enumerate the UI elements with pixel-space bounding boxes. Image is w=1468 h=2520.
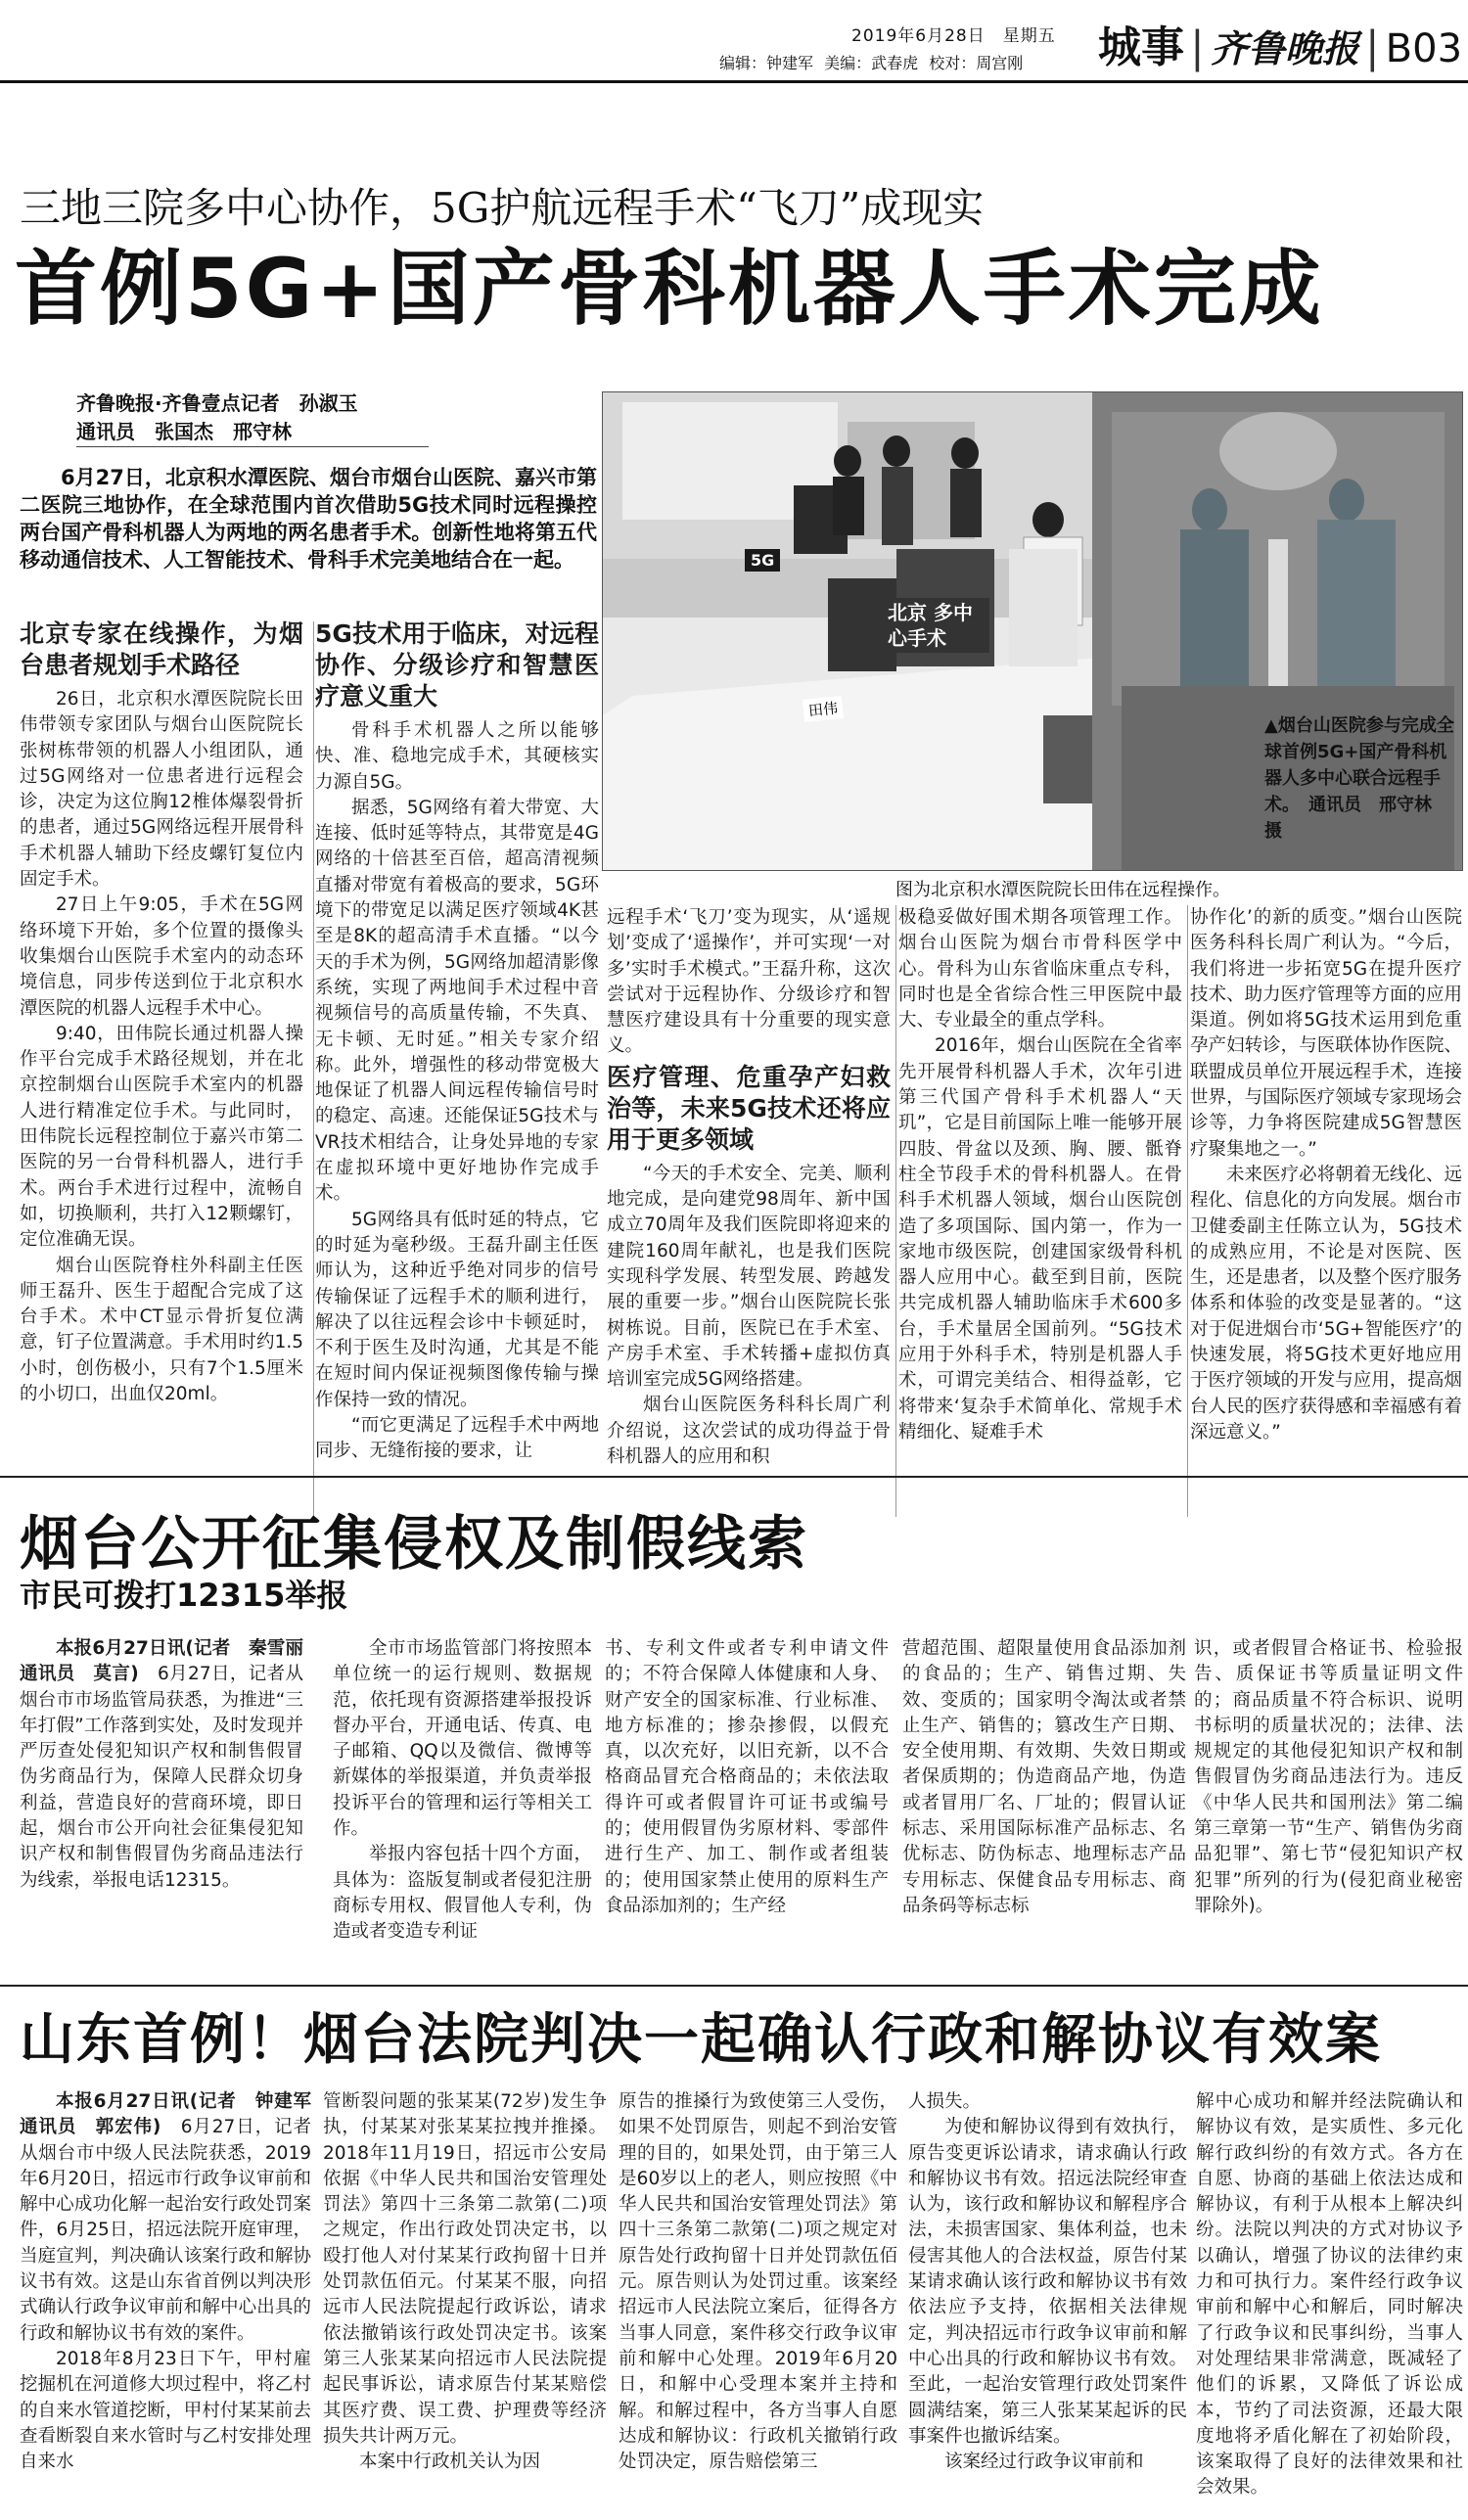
photo-desk-nameplate: 田伟 [803, 696, 844, 722]
body-paragraph: 本案中行政机关认为因 [359, 2451, 541, 2473]
story2-dateline: 本报6月27日讯(记者 秦雪丽 通讯员 莫言) [20, 1638, 303, 1685]
weekday-text: 星期五 [1002, 26, 1056, 46]
body-paragraph: 人损失。 [908, 2091, 982, 2112]
story1-column-2 [315, 617, 599, 1522]
body-paragraph: 远程手术‘飞刀’变为现实，从‘遥规划’变成了‘遥操作’，并可实现‘一对多’实时手术模式。”王磊升称，这次尝试对于远程协作、分级诊疗和智慧医疗建设具有十分重要的现实意义。 [607, 907, 891, 1057]
photo-badge-text: 5G [745, 549, 780, 572]
body-paragraph: 据悉，5G网络有着大带宽、大连接、低时延等特点，其带宽是4G网络的十倍甚至百倍，超高清视频直播对带宽有着极高的要求，5G环境下的带宽足以满足医疗领域4K甚至是8K的超高清手术直播。“以今天的手术为例，5G网络加超清影像系统，实现了两地间手术过程中音视频信号的高质量传输，不失真、无卡顿、无时延。”相关专家介绍称。此外，增强性的移动带宽极大地保证了机器人间远程传输信号时的稳定、高速。还能保证5G技术与VR技术相结合，让身处异地的专家在虚拟环境中更好地协作完成手术。 [315, 797, 599, 1205]
byline-correspondent: 通讯员 张国杰 邢守林 [76, 418, 429, 447]
paper-logo: 齐鲁晚报 [1210, 26, 1359, 70]
body-paragraph: 26日，北京积水潭医院院长田伟带领专家团队与烟台山医院院长张树栋带领的机器人小组团队，通过5G网络对一位患者进行远程会诊，决定为这位胸12椎体爆裂骨折的患者，通过5G网络远程开展骨科手术机器人辅助下经皮螺钉复位内固定手术。 [20, 689, 303, 891]
body-paragraph: “今天的手术安全、完美、顺利地完成，是向建党98周年、新中国成立70周年及我们医院即将迎来的建院160周年献礼，也是我们医院实现科学发展、转型发展、跨越发展的重要一步。”烟台山医院院长张树栋说。目前，医院已在手术室、产房手术室、手术转播+虚拟仿真培训室完成5G网络搭建。 [607, 1163, 891, 1391]
body-paragraph: 2016年，烟台山医院在全省率先开展骨科机器人手术，次年引进第三代国产骨科手术机器人“天玑”，它是目前国际上唯一能够开展四肢、骨盆以及颈、胸、腰、骶脊柱全节段手术的骨科机器人。在骨科手术机器人领域，烟台山医院创造了多项国际、国内第一，作为一家地市级医院，创建国家级骨科机器人应用中心。截至到目前，医院共完成机器人辅助临床手术600多台，手术量居全国前列。“5G技术应用于外科手术，特别是机器人手术，可谓完美结合、相得益彰，它将带来‘复杂手术简单化、常规手术精细化、疑难手术 [898, 1035, 1182, 1443]
story3-dateline: 本报6月27日讯(记者 钟建军 通讯员 郭宏伟) [20, 2091, 311, 2138]
body-paragraph: 5G网络具有低时延的特点，它的时延为毫秒级。王磊升副主任医师认为，这种近乎绝对同步的信号传输保证了远程手术的顺利进行，解决了以往远程会诊中卡顿延时，不利于医生及时沟通，尤其是不能在短时间内保证视频图像传输与操作保持一致的情况。 [315, 1209, 599, 1410]
body-paragraph: 该案经过行政争议审前和 [944, 2451, 1144, 2473]
story3-col5-text: 解中心成功和解并经法院确认和解协议有效，是实质性、多元化解行政纠纷的有效方式。各方在自愿、协商的基础上依法达成和解协议，有利于从根本上解决纠纷。法院以判决的方式对协议予以确认，增强了协议的法律约束力和可执行力。案件经行政争议审前和解中心和解后，同时解决了行政争议和民事纠纷，当事人对处理结果非常满意，既减轻了他们的诉累，又降低了诉讼成本，节约了司法资源，还最大限度地将矛盾化解在了初始阶段，该案取得了良好的法律效果和社会效果。 [1196, 2091, 1463, 2498]
story1-column-5 [1190, 905, 1462, 1522]
body-paragraph: “而它更满足了远程手术中两地同步、无缝衔接的要求，让 [315, 1415, 599, 1462]
story3-column-3 [619, 2089, 897, 2515]
story2-column-3 [605, 1636, 889, 1979]
body-paragraph: 烟台山医院脊柱外科副主任医师王磊升、医生于超配合完成了这台手术。术中CT显示骨折复位满意，钉子位置满意。手术用时约1.5小时，创伤极小，只有7个1.5厘米的小切口，出血仅20ml。 [20, 1255, 303, 1405]
body-paragraph: 烟台山医院医务科科长周广利介绍说，这次尝试的成功得益于骨科机器人的应用和积 [607, 1395, 891, 1468]
column-divider [895, 905, 896, 1517]
story1-column-1 [20, 617, 303, 1522]
body-paragraph: 9:40，田伟院长通过机器人操作平台完成手术路径规划，并在北京控制烟台山医院手术室内的机器人进行精准定位手术。与此同时，田伟院长远程控制位于嘉兴市第二医院的另一台骨科机器人，进行手术。两台手术进行过程中，流畅自如，切换顺利，共打入12颗螺钉，定位准确无误。 [20, 1023, 303, 1251]
designer-credit: 美编：武春虎 [824, 54, 919, 72]
body-paragraph: 未来医疗必将朝着无线化、远程化、信息化的方向发展。烟台市卫健委副主任陈立认为，5G技术的成熟应用，不论是对医院、医生，还是患者，以及整个医疗服务体系和体验的改变是显著的。“这对于促进烟台市‘5G+智能医疗’的快速发展，将5G技术更好地应用于医疗领域的开发与应用，提高烟台人民的医疗获得感和幸福感有着深远意义。” [1190, 1164, 1462, 1443]
story3-column-5 [1196, 2089, 1463, 2515]
subheading: 5G技术用于临床，对远程协作、分级诊疗和智慧医疗意义重大 [315, 619, 599, 710]
story1-kicker: 三地三院多中心协作，5G护航远程手术“飞刀”成现实 [20, 184, 985, 232]
story2-column-2 [333, 1636, 592, 1979]
story3-column-2 [323, 2089, 607, 2515]
story3-column-1 [20, 2089, 311, 2515]
story2-col3-text: 书、专利文件或者专利申请文件的；不符合保障人体健康和人身、财产安全的国家标准、行业标准、地方标准的；掺杂掺假，以假充真，以次充好，以旧充新，以不合格商品冒充合格商品的；未依法取得许可或者假冒许可证书或编号的；使用假冒伪劣原材料、零部件进行生产、加工、制作或者组装的；使用国家禁止使用的原料生产食品添加剂的；生产经 [605, 1638, 889, 1916]
section-divider: | [1190, 23, 1205, 72]
story3-headline: 山东首例！烟台法院判决一起确认行政和解协议有效案 [20, 2008, 1382, 2072]
issue-date [851, 22, 1056, 46]
story2-column-4 [902, 1636, 1186, 1979]
story1-byline [76, 389, 546, 455]
story1-headline: 首例5G+国产骨科机器人手术完成 [15, 241, 1324, 337]
staff-credits [719, 51, 1029, 73]
story3-lead-text: 6月27日，记者从烟台市中级人民法院获悉，2019年6月20日，招远市行政争议审前和解中心成功化解一起治安行政处罚案件，6月25日，招远法院开庭审理，当庭宣判，判决确认该案行政和解协议书有效。这是山东省首例以判决形式确认行政争议审前和解中心出具的行政和解协议书有效的案件。 [20, 2117, 311, 2344]
story2-subhead: 市民可拨打12315举报 [20, 1577, 348, 1614]
body-paragraph: 全市市场监管部门将按照本单位统一的运行规则、数据规范，依托现有资源搭建举报投诉督办平台，开通电话、传真、电子邮箱、QQ以及微信、微博等新媒体的举报渠道，并负责举报投诉平台的管理和运行等相关工作。 [333, 1638, 592, 1840]
story2-col5-text: 识，或者假冒合格证书、检验报告、质保证书等质量证明文件的；商品质量不符合标识、说明书标明的质量状况的；法律、法规规定的其他侵犯知识产权和制售假冒伪劣商品违法行为。违反《中华人民共和国刑法》第二编第三章第一节“生产、销售伪劣商品犯罪”、第七节“侵犯知识产权犯罪”所列的行为(侵犯商业秘密罪除外)。 [1194, 1638, 1463, 1916]
column-divider [313, 621, 314, 1522]
story2-headline: 烟台公开征集侵权及制假线索 [20, 1510, 808, 1579]
story3-col3-text: 原告的推搡行为致使第三人受伤，如果不处罚原告，则起不到治安管理的目的，如果处罚，由于第三人是60岁以上的老人，则应按照《中华人民共和国治安管理处罚法》第四十三条第二款第(二)项之规定对原告处行政拘留十日并处罚款伍佰元。原告则认为处罚过重。该案经招远市人民法院立案后，征得各方当事人同意，案件移交行政争议审前和解中心处理。2019年6月20日，和解中心受理本案并主持和解。和解过程中，各方当事人自愿达成和解协议：行政机关撤销行政处罚决定，原告赔偿第三 [619, 2091, 897, 2473]
story2-column-1 [20, 1636, 303, 1979]
editor-credit: 编辑：钟建军 [719, 54, 814, 72]
body-paragraph: 27日上午9:05，手术在5G网络环境下开始，多个位置的摄像头收集烟台山医院手术室内的动态环境信息，同步传送到位于北京积水潭医院的机器人远程手术中心。 [20, 894, 303, 1019]
byline-reporter: 齐鲁晚报·齐鲁壹点记者 孙淑玉 [76, 391, 358, 415]
page-number: B03 [1385, 26, 1463, 71]
body-paragraph: 举报内容包括十四个方面，具体为：盗版复制或者侵犯注册商标专用权、假冒他人专利，伪造或者变造专利证 [333, 1844, 592, 1943]
body-paragraph: 管断裂问题的张某某(72岁)发生争执，付某某对张某某拉拽并推搡。2018年11月19日，招远市公安局依据《中华人民共和国治安管理处罚法》第四十三条第二款第(二)项之规定，作出行政处罚决定书，以殴打他人对付某某行政拘留十日并处罚款伍佰元。付某某不服，向招远市人民法院提起行政诉讼，请求依法撤销该行政处罚决定书。该案第三人张某某向招远市人民法院提起民事诉讼，请求原告付某某赔偿其医疗费、误工费、护理费等经济损失共计两万元。 [323, 2091, 607, 2447]
story1-lead: 6月27日，北京积水潭医院、烟台市烟台山医院、嘉兴市第二医院三地协作，在全球范围内首次借助5G技术同时远程操控两台国产骨科机器人为两地的两名患者手术。创新性地将第五代移动通信技术、人工智能技术、骨科手术完美地结合在一起。 [20, 466, 597, 572]
body-paragraph: 协作化’的新的质变。”烟台山医院医务科科长周广利认为。“今后，我们将进一步拓宽5G在提升医疗技术、助力医疗管理等方面的应用渠道。例如将5G技术运用到危重孕产妇转诊，与医联体协作医院、联盟成员单位开展远程手术，连接世界，与国际医疗领域专家现场会诊等，力争将医院建成5G智慧医疗聚集地之一。” [1190, 907, 1462, 1160]
story1-column-4 [898, 905, 1182, 1522]
body-paragraph: 骨科手术机器人之所以能够快、准、稳地完成手术，其硬核实力源自5G。 [315, 720, 599, 793]
section-header [1098, 22, 1462, 75]
story1-column-3 [607, 905, 891, 1522]
subheading: 北京专家在线操作，为烟台患者规划手术路径 [20, 619, 303, 679]
story2-column-5 [1194, 1636, 1463, 1979]
body-paragraph: 为使和解协议得到有效执行，原告变更诉讼请求，请求确认行政和解协议书有效。招远法院经审查认为，该行政和解协议和解程序合法，未损害国家、集体利益，也未侵害其他人的合法权益，原告付某某请求确认该行政和解协议书有效依法应予支持，依据相关法律规定，判决招远市行政争议审前和解中心出具的行政和解协议书有效。至此，一起治安管理行政处罚案件圆满结案，第三人张某某起诉的民事案件也撤诉结案。 [908, 2117, 1187, 2447]
masthead-rule [0, 80, 1468, 83]
story3-column-4 [908, 2089, 1187, 2515]
body-paragraph: 极稳妥做好围术期各项管理工作。烟台山医院为烟台市骨科医学中心。骨科为山东省临床重点专科，同时也是全省综合性三甲医院中最大、专业最全的重点学科。 [898, 907, 1182, 1031]
story3-col1-paragraph: 2018年8月23日下午，甲村雇挖掘机在河道修大坝过程中，将乙村的自来水管道挖断，甲村付某某前去查看断裂自来水管时与乙村安排处理自来水 [20, 2348, 311, 2473]
date-text: 2019年6月28日 [851, 26, 986, 46]
photo-caption: 图为北京积水潭医院院长田伟在远程操作。 [895, 880, 1230, 900]
story-separator [0, 1985, 1468, 1987]
story-separator [0, 1476, 1468, 1478]
section-divider: | [1364, 23, 1380, 72]
proofreader-credit: 校对：周宫刚 [929, 54, 1024, 72]
story2-lead-text: 6月27日，记者从烟台市市场监管局获悉，为推进“三年打假”工作落到实处，及时发现并严厉查处侵犯知识产权和制售假冒伪劣商品行为，保障人民群众切身利益，营造良好的营商环境，即日起，烟台市公开向社会征集侵犯知识产权和制售假冒伪劣商品违法行为线索，举报电话12315。 [20, 1664, 303, 1891]
subheading: 医疗管理、危重孕产妇救治等，未来5G技术还将应用于更多领域 [607, 1062, 891, 1154]
story2-col4-text: 营超范围、超限量使用食品添加剂的食品的；生产、销售过期、失效、变质的；国家明令淘汰或者禁止生产、销售的；篡改生产日期、安全使用期、有效期、失效日期或者保质期的；伪造商品产地，伪造或者冒用厂名、厂址的；假冒认证标志、采用国际标准产品标志、名优标志、防伪标志、地理标志产品专用标志、保健食品专用标志、商品条码等标志标 [902, 1638, 1186, 1916]
section-name: 城事 [1098, 23, 1184, 72]
photo-side-caption: ▲烟台山医院参与完成全球首例5G+国产骨科机器人多中心联合远程手术。 通讯员 邢守林 摄 [1264, 715, 1454, 842]
photo-sign-text: 北京 多中心手术 [882, 598, 989, 653]
column-divider [1187, 905, 1188, 1517]
